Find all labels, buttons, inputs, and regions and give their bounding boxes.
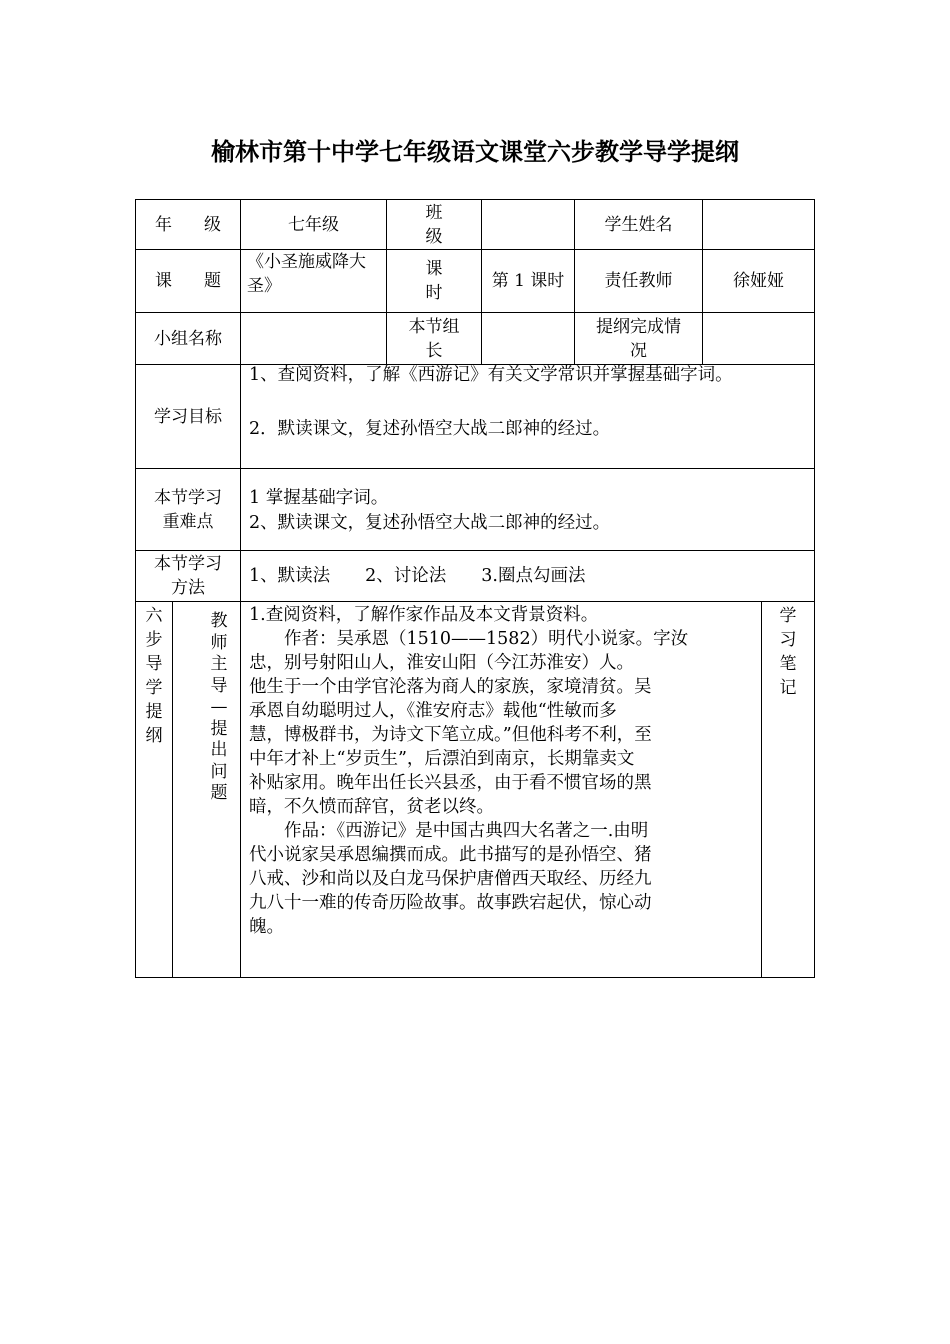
- teacher-guide-label-char: 导: [210, 675, 228, 696]
- group-name-value[interactable]: [241, 313, 386, 364]
- study-notes-label-char: 笔: [779, 654, 797, 674]
- period-label: [387, 250, 481, 312]
- group-leader-label-line: 本节组: [408, 316, 460, 337]
- teacher-guide-label-char: 提: [210, 718, 228, 739]
- teacher-guide-label: [203, 611, 235, 805]
- class-value[interactable]: [482, 200, 574, 249]
- study-guide-table: [135, 199, 815, 978]
- topic-value-line: 圣》: [247, 276, 281, 296]
- key-point-item: 1 掌握基础字词。: [249, 488, 389, 508]
- study-notes-label-char: 学: [779, 606, 797, 626]
- teacher-guide-label-char: 主: [210, 654, 228, 674]
- teacher-guide-label-char: 出: [210, 740, 228, 760]
- six-steps-label-char: 导: [145, 654, 163, 674]
- methods-label-line: 方法: [171, 578, 205, 598]
- six-steps-label-char: 六: [145, 606, 163, 626]
- methods-label-line: 本节学习: [154, 554, 222, 574]
- learning-goal-item: 1、查阅资料，了解《西游记》有关文学常识并掌握基础字词。: [249, 365, 733, 385]
- content-line: 1.查阅资料，了解作家作品及本文背景资料。: [249, 605, 599, 625]
- student-name-value[interactable]: [703, 200, 814, 249]
- completion-label-line: 提纲完成情: [596, 316, 681, 337]
- period-label-line: 时: [425, 283, 443, 303]
- student-name-label: 学生姓名: [604, 214, 673, 235]
- topic-value: [247, 250, 386, 312]
- content-line: 作品：《西游记》是中国古典四大名著之一.由明: [249, 821, 649, 841]
- completion-label: [575, 313, 702, 364]
- content-line: 暗，不久愤而辞官，贫老以终。: [249, 797, 494, 817]
- table-border-bottom: [135, 977, 815, 978]
- six-steps-label-char: 纲: [145, 726, 163, 746]
- content-line: 代小说家吴承恩编撰而成。此书描写的是孙悟空、猪: [249, 845, 652, 865]
- content-line: 慧，博极群书，为诗文下笔立成。”但他科考不利，至: [249, 725, 652, 745]
- six-steps-label-char: 提: [145, 702, 163, 722]
- teacher-guide-label-char: 教: [210, 611, 228, 631]
- class-label-line: 班: [425, 202, 443, 223]
- key-points-label: [136, 469, 240, 550]
- methods-label: [136, 551, 240, 601]
- content-line: 补贴家用。晚年出任长兴县丞，由于看不惯官场的黑: [249, 773, 652, 793]
- six-steps-content: [249, 603, 759, 939]
- teacher-guide-label-char: 师: [210, 632, 228, 653]
- content-line: 九八十一难的传奇历险故事。故事跌宕起伏，惊心动: [249, 893, 652, 913]
- group-name-label: 小组名称: [154, 328, 222, 349]
- completion-label-line: 况: [630, 340, 647, 361]
- learning-goal-item: 2．默读课文，复述孙悟空大战二郎神的经过。: [249, 419, 611, 439]
- class-label-line: 级: [425, 226, 443, 247]
- topic-label-part: 题: [204, 271, 221, 291]
- content-line: 承恩自幼聪明过人，《淮安府志》载他“性敏而多: [249, 701, 617, 721]
- content-line: 中年才补上“岁贡生”，后漂泊到南京，长期靠卖文: [249, 749, 635, 769]
- key-points-label-line: 本节学习: [154, 487, 222, 508]
- content-line: 魄。: [249, 917, 284, 937]
- content-line: 作者：吴承恩（1510——1582）明代小说家。字汝: [249, 629, 689, 649]
- grade-value: 七年级: [288, 214, 339, 235]
- class-label: [387, 200, 481, 249]
- key-point-item: 2、默读课文，复述孙悟空大战二郎神的经过。: [249, 513, 611, 533]
- topic-label: [136, 250, 240, 312]
- content-line: 八戒、沙和尚以及白龙马保护唐僧西天取经、历经九: [249, 869, 652, 889]
- group-leader-label: [387, 313, 481, 364]
- topic-value-line: 《小圣施威降大: [247, 252, 366, 272]
- six-steps-label-char: 步: [145, 630, 163, 650]
- study-notes-label-char: 习: [779, 630, 797, 650]
- teacher-value: 徐娅娅: [733, 271, 784, 291]
- row-divider: [135, 601, 815, 602]
- period-label-line: 课: [425, 259, 443, 279]
- content-line: 他生于一个由学官沦落为商人的家族，家境清贫。吴: [249, 677, 652, 697]
- group-leader-value[interactable]: [482, 313, 574, 364]
- group-leader-label-line: 长: [425, 340, 443, 361]
- period-value: 第 1 课时: [491, 271, 565, 291]
- study-notes-label: [762, 604, 814, 700]
- study-notes-label-char: 记: [779, 678, 797, 698]
- six-steps-label: [136, 604, 172, 748]
- teacher-guide-label-char: —: [210, 697, 228, 717]
- learning-goals-label: 学习目标: [154, 406, 222, 427]
- col-divider: [172, 601, 173, 978]
- page-title: 榆林市第十中学七年级语文课堂六步教学导学提纲: [211, 138, 739, 166]
- grade-label-part: 年: [155, 214, 172, 235]
- methods-text: 1、默读法 2、讨论法 3.圈点勾画法: [249, 566, 586, 586]
- grade-label-part: 级: [204, 214, 221, 235]
- grade-label: [136, 200, 240, 249]
- teacher-guide-label-char: 问: [210, 761, 228, 782]
- teacher-guide-label-char: 题: [210, 783, 228, 803]
- six-steps-label-char: 学: [145, 678, 163, 698]
- topic-label-part: 课: [155, 271, 172, 291]
- key-points-label-line: 重难点: [162, 511, 214, 532]
- content-line: 忠，别号射阳山人，淮安山阳（今江苏淮安）人。: [249, 653, 634, 673]
- teacher-label: 责任教师: [604, 271, 673, 291]
- completion-value[interactable]: [703, 313, 814, 364]
- table-border-right: [814, 199, 815, 978]
